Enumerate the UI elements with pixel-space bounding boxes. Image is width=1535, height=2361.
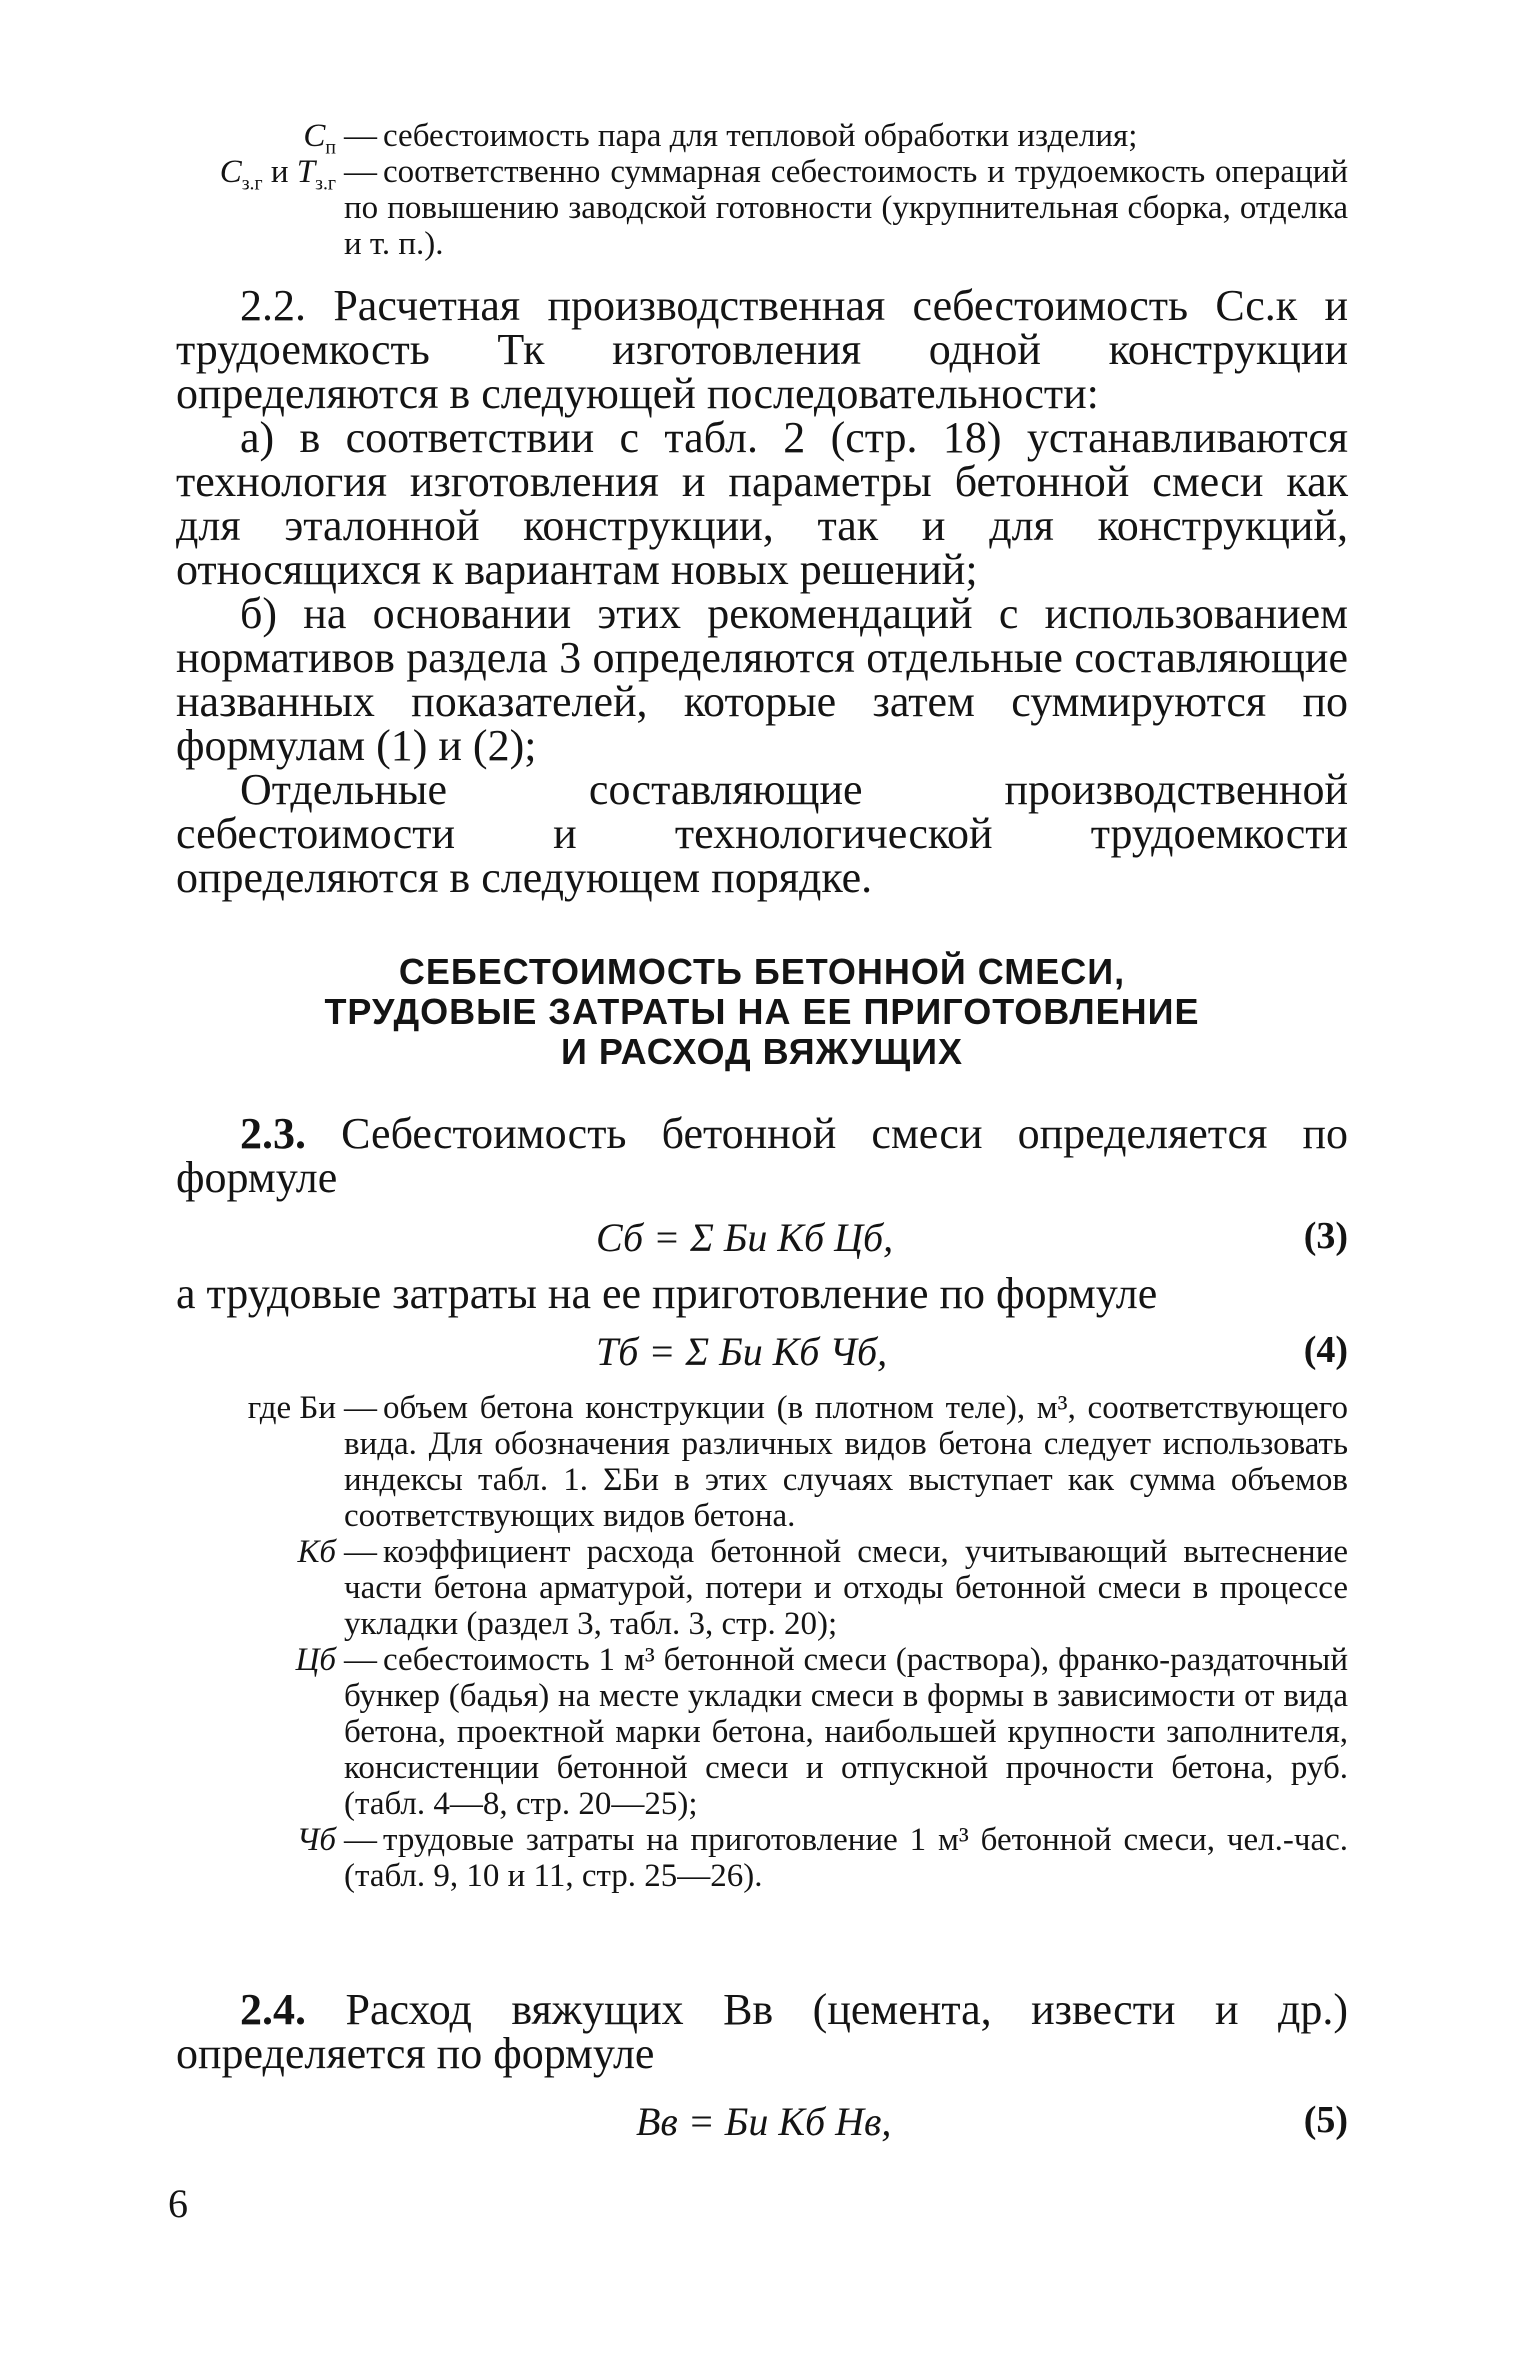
definition-text: себестоимость 1 м³ бетонной смеси (раствора), франко-раздаточный бункер (бадья) на месте укладки смеси в формы в зависимости от вида бетона, проектной марки бетона, наибольшей крупности заполнителя, консистенции бетонной смеси и отпускной прочности бетона, руб. (табл. 4—8, стр. 20—25); bbox=[344, 1642, 1348, 1822]
paragraph-number: 2.3. bbox=[240, 1109, 306, 1158]
formula-3 bbox=[176, 1214, 1348, 1264]
definition-term: где Би bbox=[247, 1390, 336, 1426]
heading-line-3: И РАСХОД ВЯЖУЩИХ bbox=[560, 1031, 964, 1072]
formula-number: (4) bbox=[1303, 1329, 1348, 1371]
definition-chb: Чб — трудовые затраты на приготовление 1 м³ бетонной смеси, чел.-час. (табл. 9, 10 и 11, стр. 25—26). bbox=[176, 1822, 1348, 1894]
paragraph-components: Отдельные составляющие производственной себестоимости и технологической трудоемкости определяются в следующем порядке. bbox=[176, 765, 1348, 902]
definition-text: себестоимость пара для тепловой обработки изделия; bbox=[383, 118, 1138, 154]
formula-expression: Тб = Σ Би Кб Чб, bbox=[596, 1329, 888, 1374]
definition-cb: Цб — себестоимость 1 м³ бетонной смеси (раствора), франко-раздаточный бункер (бадья) на месте укладки смеси в формы в зависимости от вида бетона, проектной марки бетона, наибольшей крупности заполнителя, консистенции бетонной смеси и отпускной прочности бетона, руб. (табл. 4—8, стр. 20—25); bbox=[176, 1642, 1348, 1822]
definition-text: соответственно суммарная себестоимость и трудоемкость операций по повышению заводской готовности (укрупнительная сборка, отделка и т. п.). bbox=[344, 154, 1348, 262]
main-text-block bbox=[176, 281, 1348, 902]
paragraph-number: 2.4. bbox=[240, 1985, 306, 2034]
definition-text: трудовые затраты на приготовление 1 м³ бетонной смеси, чел.-час. (табл. 9, 10 и 11, стр. 25—26). bbox=[344, 1822, 1348, 1894]
paragraph-labor bbox=[176, 1269, 1348, 1318]
formula-number: (5) bbox=[1303, 2099, 1348, 2141]
definition-term: Кб bbox=[297, 1534, 336, 1570]
paragraph-b: б) на основании этих рекомендаций с использованием нормативов раздела 3 определяются отдельные составляющие названных показателей, которые затем суммируются по формулам (1) и (2); bbox=[176, 589, 1348, 770]
paragraph-text: а трудовые затраты на ее приготовление по формуле bbox=[176, 1269, 1158, 1318]
heading-line-2: ТРУДОВЫЕ ЗАТРАТЫ НА ЕЕ ПРИГОТОВЛЕНИЕ bbox=[324, 991, 1200, 1032]
where-definitions bbox=[176, 1390, 1348, 1894]
paragraph-text: Себестоимость бетонной смеси определяется по формуле bbox=[176, 1109, 1349, 1202]
definition-term: Чб bbox=[296, 1822, 336, 1858]
definition-bi: где Би — объем бетона конструкции (в плотном теле), м³, соответствующего вида. Для обозначения различных видов бетона следует использовать индексы табл. 1. ΣБи в этих случаях выступает как сумма объемов соответствующих видов бетона. bbox=[176, 1390, 1348, 1534]
formula-expression: Сб = Σ Би Кб Цб, bbox=[596, 1215, 894, 1260]
heading-line-1: СЕБЕСТОИМОСТЬ БЕТОННОЙ СМЕСИ, bbox=[398, 951, 1126, 992]
definition-term: $С_п$ bbox=[303, 118, 336, 159]
definition-text: коэффициент расхода бетонной смеси, учитывающий вытеснение части бетона арматурой, потери и отходы бетонной смеси в процессе укладки (раздел 3, табл. 3, стр. 20); bbox=[344, 1534, 1348, 1642]
section-heading bbox=[176, 952, 1348, 1072]
formula-5 bbox=[176, 2098, 1348, 2148]
paragraph-a: а) в соответствии с табл. 2 (стр. 18) устанавливаются технология изготовления и параметры бетонной смеси как для эталонной конструкции, так и для конструкций, относящихся к вариантам новых решений; bbox=[176, 413, 1348, 594]
paragraph-2-2: 2.2. Расчетная производственная себестоимость Сс.к и трудоемкость Тк изготовления одной конструкции определяются в следующей последовательности: bbox=[176, 281, 1348, 418]
paragraph-text: Расход вяжущих Вв (цемента, извести и др.) определяется по формуле bbox=[176, 1985, 1349, 2078]
definition-kb: Кб — коэффициент расхода бетонной смеси, учитывающий вытеснение части бетона арматурой, потери и отходы бетонной смеси в процессе укладки (раздел 3, табл. 3, стр. 20); bbox=[176, 1534, 1348, 1642]
definition-czg-tzg: $С_{з.г}$ и $Т_{з.г}$ — соответственно суммарная себестоимость и трудоемкость операций по повышению заводской готовности (укрупнительная сборка, отделка и т. п.). bbox=[176, 154, 1348, 262]
paragraph-2-4 bbox=[176, 1985, 1349, 2078]
paragraph-2-3 bbox=[176, 1109, 1349, 1202]
formula-expression: Вв = Би Кб Нв, bbox=[636, 2099, 892, 2144]
definition-cp: $С_п$ — себестоимость пара для тепловой обработки изделия; bbox=[176, 118, 1348, 154]
definition-term: $С_{з.г}$ и $Т_{з.г}$ bbox=[219, 154, 336, 195]
formula-number: (3) bbox=[1303, 1215, 1348, 1257]
top-definitions bbox=[176, 118, 1348, 262]
definition-term: Цб bbox=[295, 1642, 336, 1678]
definition-text: объем бетона конструкции (в плотном теле), м³, соответствующего вида. Для обозначения различных видов бетона следует использовать индексы табл. 1. ΣБи в этих случаях выступает как сумма объемов соответствующих видов бетона. bbox=[344, 1390, 1348, 1534]
formula-4 bbox=[176, 1328, 1348, 1378]
page-number: 6 bbox=[168, 2181, 188, 2226]
